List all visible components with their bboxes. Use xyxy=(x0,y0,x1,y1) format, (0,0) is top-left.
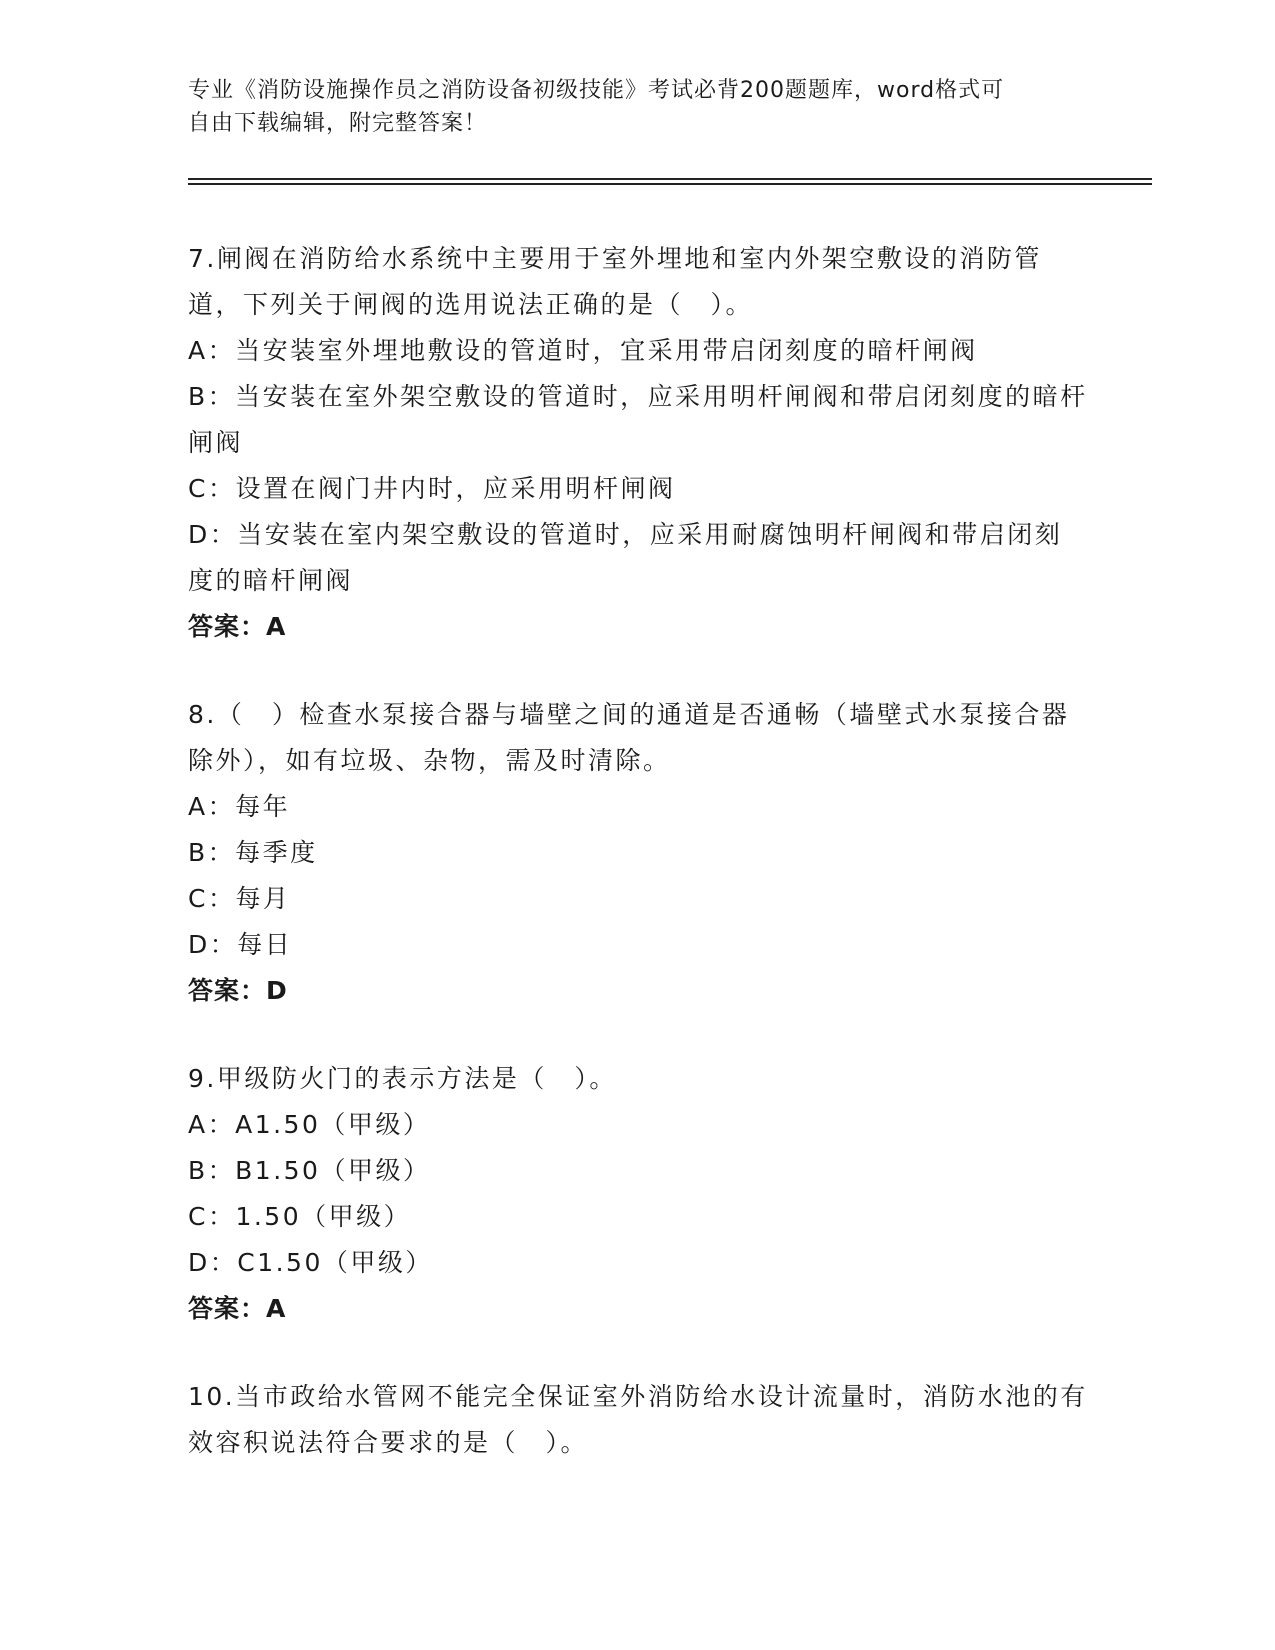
option-b: B：当安装在室外架空敷设的管道时，应采用明杆闸阀和带启闭刻度的暗杆闸阀 xyxy=(188,382,1088,457)
header-divider-top xyxy=(188,178,1152,180)
answer: 答案：D xyxy=(188,976,288,1005)
question-10 xyxy=(188,1374,1088,1466)
question-text: 8.（ ）检查水泵接合器与墙壁之间的通道是否通畅（墙壁式水泵接合器除外），如有垃圾、杂物，需及时清除。 xyxy=(188,700,1070,775)
question-text: 7.闸阀在消防给水系统中主要用于室外埋地和室内外架空敷设的消防管道，下列关于闸阀的选用说法正确的是（ ）。 xyxy=(188,244,1042,319)
option-a: A：A1.50（甲级） xyxy=(188,1110,431,1139)
header-line-1: 专业《消防设施操作员之消防设备初级技能》考试必背200题题库，word格式可 xyxy=(188,78,1005,103)
header-divider-bottom xyxy=(188,183,1152,185)
question-9 xyxy=(188,1056,1088,1332)
option-a: A：当安装室外埋地敷设的管道时，宜采用带启闭刻度的暗杆闸阀 xyxy=(188,336,978,365)
option-d: D：每日 xyxy=(188,930,293,959)
option-c: C：1.50（甲级） xyxy=(188,1202,412,1231)
question-8 xyxy=(188,692,1088,1014)
question-7 xyxy=(188,236,1088,650)
question-text: 9.甲级防火门的表示方法是（ ）。 xyxy=(188,1064,617,1093)
header-line-2: 自由下载编辑，附完整答案！ xyxy=(188,111,488,136)
option-b: B：每季度 xyxy=(188,838,318,867)
option-a: A：每年 xyxy=(188,792,291,821)
option-c: C：设置在阀门井内时，应采用明杆闸阀 xyxy=(188,474,676,503)
document-header xyxy=(188,74,1068,140)
option-c: C：每月 xyxy=(188,884,291,913)
option-d: D：C1.50（甲级） xyxy=(188,1248,433,1277)
question-list xyxy=(188,236,1088,1508)
question-text: 10.当市政给水管网不能完全保证室外消防给水设计流量时，消防水池的有效容积说法符合要求的是（ ）。 xyxy=(188,1382,1088,1457)
answer: 答案：A xyxy=(188,612,287,641)
option-d: D：当安装在室内架空敷设的管道时，应采用耐腐蚀明杆闸阀和带启闭刻度的暗杆闸阀 xyxy=(188,520,1063,595)
answer: 答案：A xyxy=(188,1294,287,1323)
option-b: B：B1.50（甲级） xyxy=(188,1156,431,1185)
